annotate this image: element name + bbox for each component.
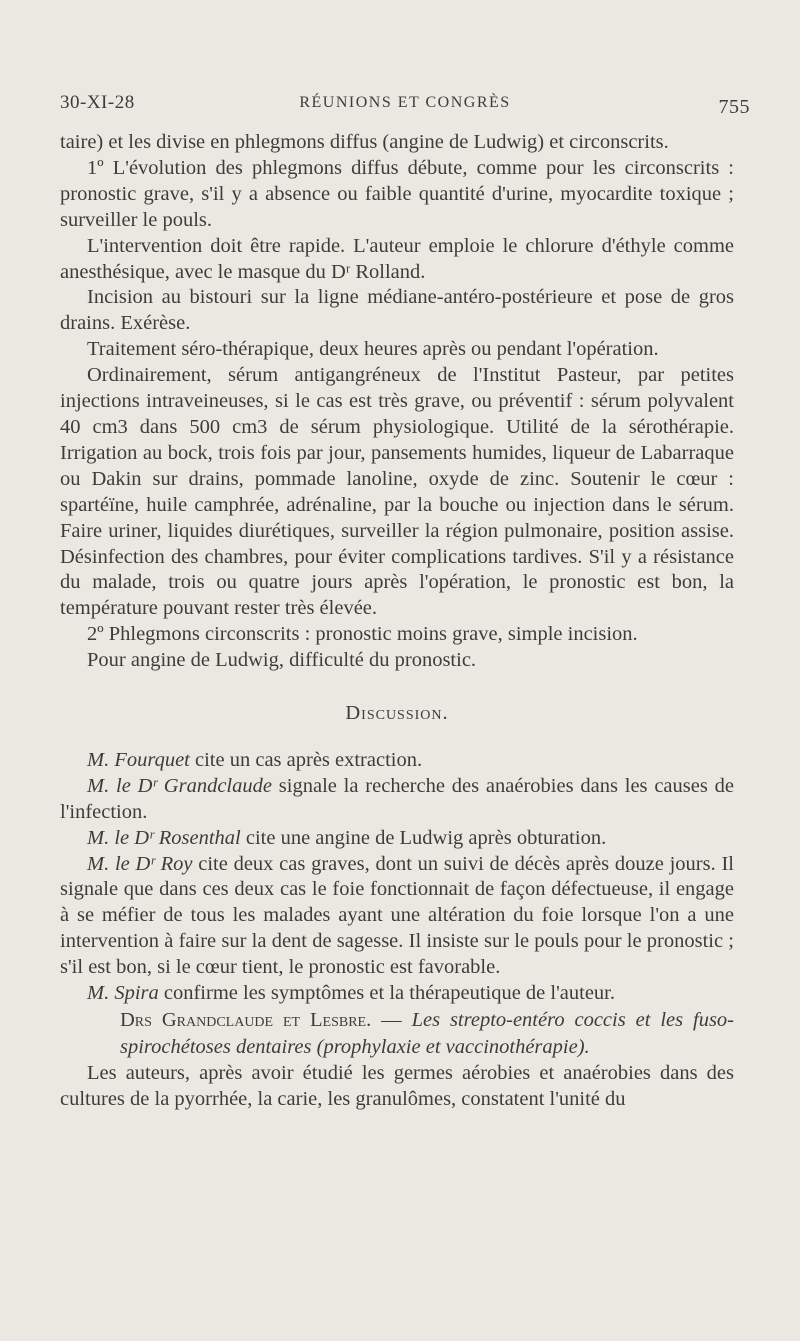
speaker-text: cite une angine de Ludwig après obturation. xyxy=(240,826,607,849)
discussion-entry xyxy=(60,748,734,774)
running-header xyxy=(60,92,750,120)
article-title-text: Les strepto-entéro coccis et les fuso-spirochétoses dentaires (prophylaxie et vaccinothérapie). xyxy=(120,1009,735,1058)
paragraph: Pour angine de Ludwig, difficulté du pronostic. xyxy=(87,649,477,672)
speaker-text: signale la recherche des anaérobies dans les causes de l'infection. xyxy=(60,774,735,823)
speaker-text: cite deux cas graves, dont un suivi de décès après douze jours. Il signale que dans ces deux cas le foie fonctionnait de façon défectueuse, il engage à se méfier de tous les malades ayant une altération du foie lorsque l'on a une intervention à faire sur la dent de sagesse. Il insiste sur le pouls pour le pronostic ; s'il est bon, si le cœur tient, le pronostic est favorable. xyxy=(60,852,734,979)
paragraph: Incision au bistouri sur la ligne médiane-antéro-postérieure et pose de gros drains. Exérèse. xyxy=(60,286,734,335)
speaker-text: confirme les symptômes et la thérapeutique de l'auteur. xyxy=(158,982,616,1005)
paragraph: taire) et les divise en phlegmons diffus (angine de Ludwig) et circonscrits. xyxy=(60,131,669,153)
discussion-entry xyxy=(60,981,734,1007)
page-body xyxy=(60,130,734,1113)
speaker-name: M. le Dʳ Rosenthal xyxy=(87,826,241,849)
header-title: RÉUNIONS ET CONGRÈS xyxy=(299,94,511,111)
speaker-name: M. le Dʳ Roy xyxy=(87,852,193,875)
article-title xyxy=(60,1007,734,1061)
paragraph: Traitement séro-thérapique, deux heures après ou pendant l'opération. xyxy=(87,338,659,361)
discussion-heading: Discussion. xyxy=(345,702,449,725)
speaker-name: M. Fourquet xyxy=(87,748,190,771)
speaker-name: M. Spira xyxy=(87,982,159,1005)
speaker-text: cite un cas après extraction. xyxy=(189,748,423,771)
paragraph: L'intervention doit être rapide. L'auteur emploie le chlorure d'éthyle comme anesthésique, avec le masque du Dʳ Rolland. xyxy=(60,234,734,283)
paragraph: Les auteurs, après avoir étudié les germes aérobies et anaérobies dans des cultures de la pyorrhée, la carie, les granulômes, constatent l'unité du xyxy=(60,1062,734,1110)
discussion-entry xyxy=(60,826,734,852)
article-authors: Drs Grandclaude et Lesbre. xyxy=(120,1009,372,1031)
paragraph: 1º L'évolution des phlegmons diffus débute, comme pour les circonscrits : pronostic grave, s'il y a absence ou faible quantité d'urine, myocardite toxique ; surveiller le pouls. xyxy=(60,156,734,231)
paragraph: Ordinairement, sérum antigangréneux de l'Institut Pasteur, par petites injections intraveineuses, si le cas est très grave, ou préventif : sérum polyvalent 40 cm3 dans 500 cm3 de sérum physiologique. Utilité de la sérothérapie. Irrigation au bock, trois fois par jour, pansements humides, liqueur de Labarraque ou Dakin sur drains, pommade lanoline, oxyde de zinc. Soutenir le cœur : spartéïne, huile camphrée, adrénaline, par la bouche ou injection dans le sérum. Faire uriner, liquides diurétiques, surveiller la région pulmonaire, position assise. Désinfection des chambres, pour éviter complications tardives. S'il y a résistance du malade, trois ou quatre jours après l'opération, le pronostic est bon, la température pouvant rester très élevée. xyxy=(60,364,734,620)
paragraph: 2º Phlegmons circonscrits : pronostic moins grave, simple incision. xyxy=(87,623,638,646)
speaker-name: M. le Dʳ Grandclaude xyxy=(87,774,272,797)
discussion-entry xyxy=(60,774,734,826)
header-date: 30-XI-28 xyxy=(60,92,135,113)
title-dash: — xyxy=(371,1009,412,1031)
discussion-entry xyxy=(60,852,734,982)
page-number: 755 xyxy=(718,96,750,118)
